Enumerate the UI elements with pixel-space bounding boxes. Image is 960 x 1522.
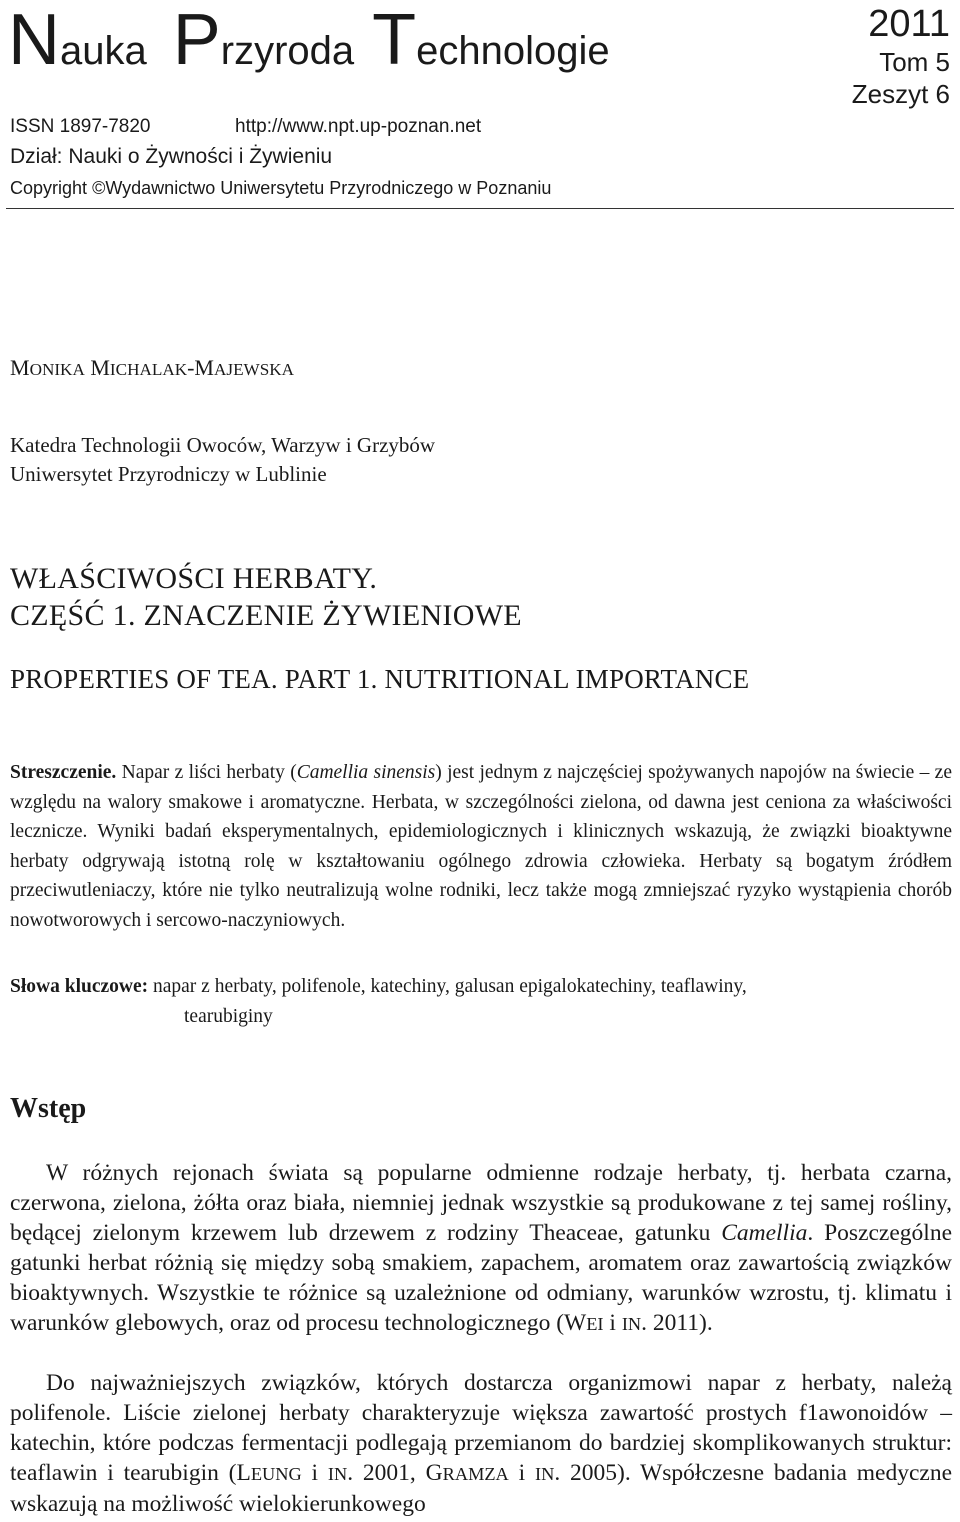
journal-title-p: P [172,0,221,80]
keywords-line2: tearubiginy [184,1005,273,1027]
abstract-text-a: Napar z liści herbaty ( [116,762,297,783]
affiliation [10,431,435,489]
title-pl-line2: CZĘŚĆ 1. ZNACZENIE ŻYWIENIOWE [10,599,522,632]
abstract-text-b: ) jest jednym z najczęściej spożywanych napojów na świecie – ze względu na walory smakowe i aromatyczne. Herbata, w szczególności zielona, od dawna jest ceniona za właściwości lecznicze. Wyniki badań eksperymentalnych, epidemiologicznych i klinicznych wskazują, że związki bioaktywne herbaty odgrywają istotną rolę w kształtowaniu ogólnego zdrowia człowieka. Herbaty są bogatym źródłem przeciwutleniaczy, które nie tylko neutralizują wolne rodniki, lecz także mogą zmniejszać ryzyko wystąpienia chorób nowotworowych i sercowo-naczyniowych. [10,762,952,931]
abstract-species: Camellia sinensis [296,762,436,783]
title-pl-line1: WŁAŚCIWOŚCI HERBATY. [10,562,378,595]
journal-title-n: N [8,0,60,80]
section-heading: Wstęp [10,1093,87,1124]
title-pl [10,560,522,634]
abstract [10,758,952,935]
intro-paragraph-2: Do najważniejszych związków, których dostarcza organizmowi napar z herbaty, należą polifenole. Liście zielonej herbaty charakteryzuje większa zawartość prostych f1awonoidów – katechin, które podczas fermentacji podlegają przemianom do bardziej skomplikowanych struktur: teaflawin i tearubigin (LEUNG i IN. 2001, GRAMZA i IN. 2005). Współczesne badania medyczne wskazują na możliwość wielokierunkowego [10,1370,952,1517]
intro-paragraph-1: W różnych rejonach świata są popularne odmienne rodzaje herbaty, tj. herbata czarna, czerwona, zielona, żółta oraz biała, niemniej jednak wszystkie są produkowane z tej samej rośliny, będącej zielonym krzewem lub drzewem z rodziny Theaceae, gatunku Camellia. Poszczególne gatunki herbat różnią się między sobą smakiem, zapachem, aromatem oraz zawartością związków bioaktywnych. Wszystkie te różnice są uzależnione od odmiany, warunków wzrostu, tj. klimatu i warunków glebowych, oraz od procesu technologicznego (WEI i IN. 2011). [10,1160,952,1336]
header-rule [6,208,954,209]
journal-url[interactable]: http://www.npt.up-poznan.net [235,116,482,137]
author-name: MONIKA MICHALAK-MAJEWSKA [10,355,295,380]
affiliation-line2: Uniwersytet Przyrodniczy w Lublinie [10,462,327,486]
journal-title-echnologie: echnologie [416,29,610,73]
journal-title [8,0,610,80]
volume-info [852,2,950,110]
journal-title-rzyroda: rzyroda [220,29,355,73]
issue: Zeszyt 6 [851,79,950,109]
issn: ISSN 1897-7820 [10,116,151,137]
keywords-line1: napar z herbaty, polifenole, katechiny, galusan epigalokatechiny, teaflawiny, [153,976,747,997]
copyright-text: Wydawnictwo Uniwersytetu Przyrodniczego w Poznaniu [105,178,552,198]
volume: Tom 5 [879,47,950,77]
affiliation-line1: Katedra Technologii Owoców, Warzyw i Grzybów [10,433,436,457]
copyright [10,178,551,199]
genus-camellia: Camellia [721,1220,808,1246]
abstract-label: Streszczenie. [10,762,117,783]
copyright-symbol: © [92,178,106,198]
keywords [10,972,952,1031]
copyright-prefix: Copyright [10,178,88,198]
title-en: PROPERTIES OF TEA. PART 1. NUTRITIONAL IMPORTANCE [10,664,750,694]
journal-title-t: T [372,0,417,80]
keywords-label: Słowa kluczowe: [10,976,149,997]
year: 2011 [868,3,950,45]
section: Dział: Nauki o Żywności i Żywieniu [10,145,333,168]
journal-title-auka: auka [60,29,147,73]
